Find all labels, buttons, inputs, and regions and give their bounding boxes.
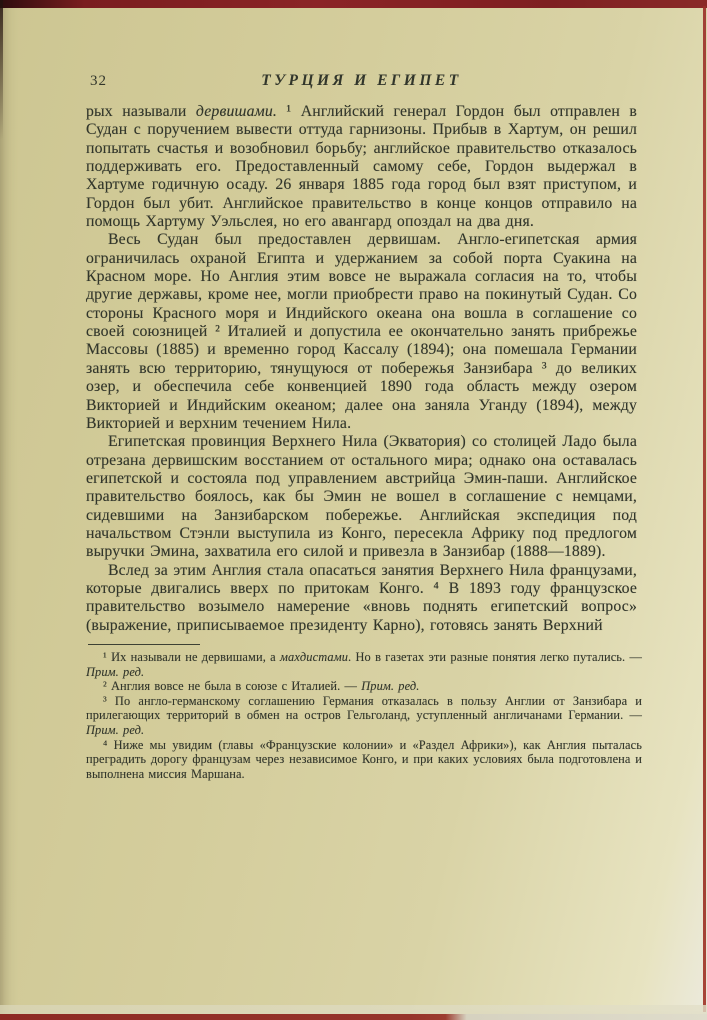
body-paragraph: рых называли дервишами. ¹ Английский генерал Гордон был отправлен в Судан с поручением вывести оттуда гарнизоны. Прибыв в Хартум, он решил попытать счастья и возобновил борьбу; английское правительство отказалось поддерживать его. Предоставленный самому себе, Гордон выдержал в Хартуме годичную осаду. 26 января 1885 года город был взят приступом, и Гордон был убит. Английское правительство в конце концов отправило на помощь Хартуму Уэльслея, но его авангард опоздал на два дня. <box>86 103 637 231</box>
body-paragraph: Весь Судан был предоставлен дервишам. Англо-египетская армия ограничилась охраной Египта и удержанием за собой порта Суакина на Красном море. Но Англия этим вовсе не выражала согласия на то, чтобы другие державы, кроме нее, могли приобрести право на покинутый Судан. Со стороны Красного моря и Индийского океана она вошла в соглашение со своей союзницей ² Италией и допустила ее окончательно занять прибрежье Массовы (1885) и временно город Кассалу (1894); она помешала Германии занять всю территорию, тянущуюся от побережья Занзибара ³ до великих озер, и обеспечила себе конвенцией 1890 года область между озером Викторией и Индийским океаном; далее она заняла Уганду (1894), между Викторией и верхним течением Нила. <box>86 231 637 432</box>
footnote: ¹ Их называли не дервишами, а махдистами. Но в газетах эти разные понятия легко путались. — Прим. ред. <box>86 649 643 679</box>
body-text <box>86 103 637 635</box>
footnote: ⁴ Ниже мы увидим (главы «Французские колонии» и «Раздел Африки»), как Англия пыталась преградить дорогу французам через независимое Конго, и при каких условиях была подготовлена и выполнена миссия Маршана. <box>86 737 642 781</box>
footnotes-section <box>86 644 642 781</box>
body-paragraph: Вслед за этим Англия стала опасаться занятия Верхнего Нила французами, которые двигались вверх по притокам Конго. ⁴ В 1893 году французское правительство возымело намерение «вновь поднять египетский вопрос» (выражение, приписываемое президенту Карно), готовясь занять Верхний <box>86 561 637 634</box>
running-title: ТУРЦИЯ И ЕГИПЕТ <box>261 72 462 89</box>
footnote: ² Англия вовсе не была в союзе с Италией. — Прим. ред. <box>103 679 420 694</box>
footnote: ³ По англо-германскому соглашению Германия отказалась в пользу Англии от Занзибара и прилегающих территорий в обмен на остров Гельголанд, уступленный англичанами Германии. — Прим. ред. <box>86 693 642 737</box>
footnote-separator-rule <box>88 644 200 645</box>
body-paragraph: Египетская провинция Верхнего Нила (Экватория) со столицей Ладо была отрезана дервишским восстанием от остального мира; однако она оставалась египетской и состояла под управлением австрийца Эмин-паши. Английское правительство боялось, как бы Эмин не вошел в соглашение с немцами, сидевшими на Занзибарском побережье. Английская экспедиция под начальством Стэнли выступила из Конго, пересекла Африку под предлогом выручки Эмина, захватила его силой и привезла в Занзибар (1888—1889). <box>86 433 637 561</box>
page-number: 32 <box>90 73 107 89</box>
page-header <box>86 72 637 92</box>
